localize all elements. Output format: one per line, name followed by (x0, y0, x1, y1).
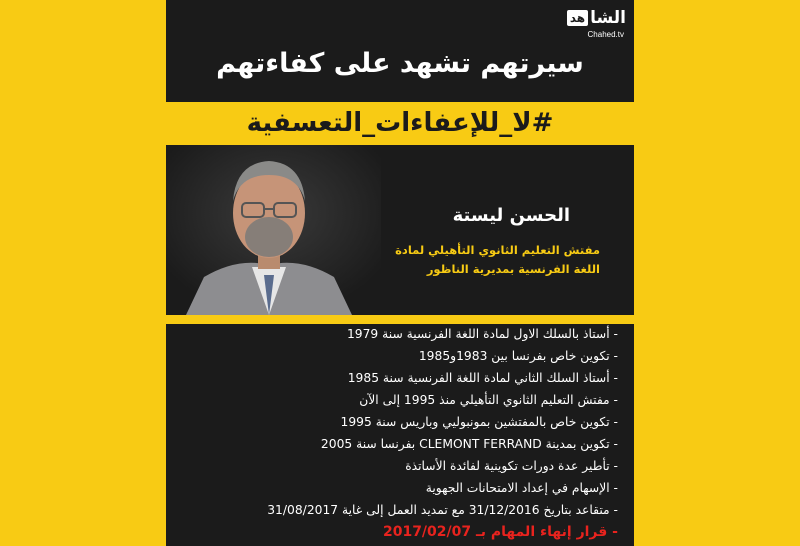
brand-text: الشا (590, 8, 626, 28)
career-item: - مفتش التعليم الثانوي التأهيلي منذ 1995 إلى الآن (359, 393, 618, 407)
brand-logo (528, 8, 626, 42)
poster (166, 0, 634, 546)
brand-wordmark (567, 8, 626, 28)
career-item: - أستاذ بالسلك الاول لمادة اللغة الفرنسية سنة 1979 (346, 327, 618, 341)
portrait-photo (166, 145, 381, 315)
role-line-1: مفتش التعليم الثانوي التأهيلي لمادة (395, 243, 600, 257)
top-section (166, 0, 634, 102)
hashtag-band (166, 102, 634, 145)
career-item: - متقاعد بتاريخ 31/12/2016 مع تمديد العمل إلى غاية 31/08/2017 (267, 503, 618, 517)
person-name: الحسن ليستة (452, 205, 570, 226)
divider-band (166, 315, 634, 324)
career-item: - أستاذ السلك الثاني لمادة اللغة الفرنسية سنة 1985 (347, 371, 618, 385)
career-item: - تأطير عدة دورات تكوينية لفائدة الأساتذة (405, 459, 618, 473)
career-item: - الإسهام في إعداد الامتحانات الجهوية (425, 481, 618, 495)
role-line-2: اللغة الفرنسية بمديرية الناظور (426, 262, 600, 276)
termination-date: - قرار إنهاء المهام بـ 2017/02/07 (382, 524, 618, 540)
career-list (166, 324, 634, 546)
hashtag: #لا_للإعفاءات_التعسفية (246, 108, 554, 138)
career-item: - تكوين خاص بفرنسا بين 1983و1985 (418, 349, 618, 363)
brand-box: هد (567, 10, 588, 26)
profile-section (166, 145, 634, 315)
career-item: - تكوين خاص بالمفتشين بمونبوليي وباريس سنة 1995 (340, 415, 618, 429)
headline: سيرتهم تشهد على كفاءتهم (216, 48, 584, 79)
career-item: - تكوين بمدينة CLEMONT FERRAND بفرنسا سنة 2005 (320, 437, 618, 451)
brand-site: Chahed.tv (587, 30, 624, 39)
person-role (360, 241, 600, 279)
